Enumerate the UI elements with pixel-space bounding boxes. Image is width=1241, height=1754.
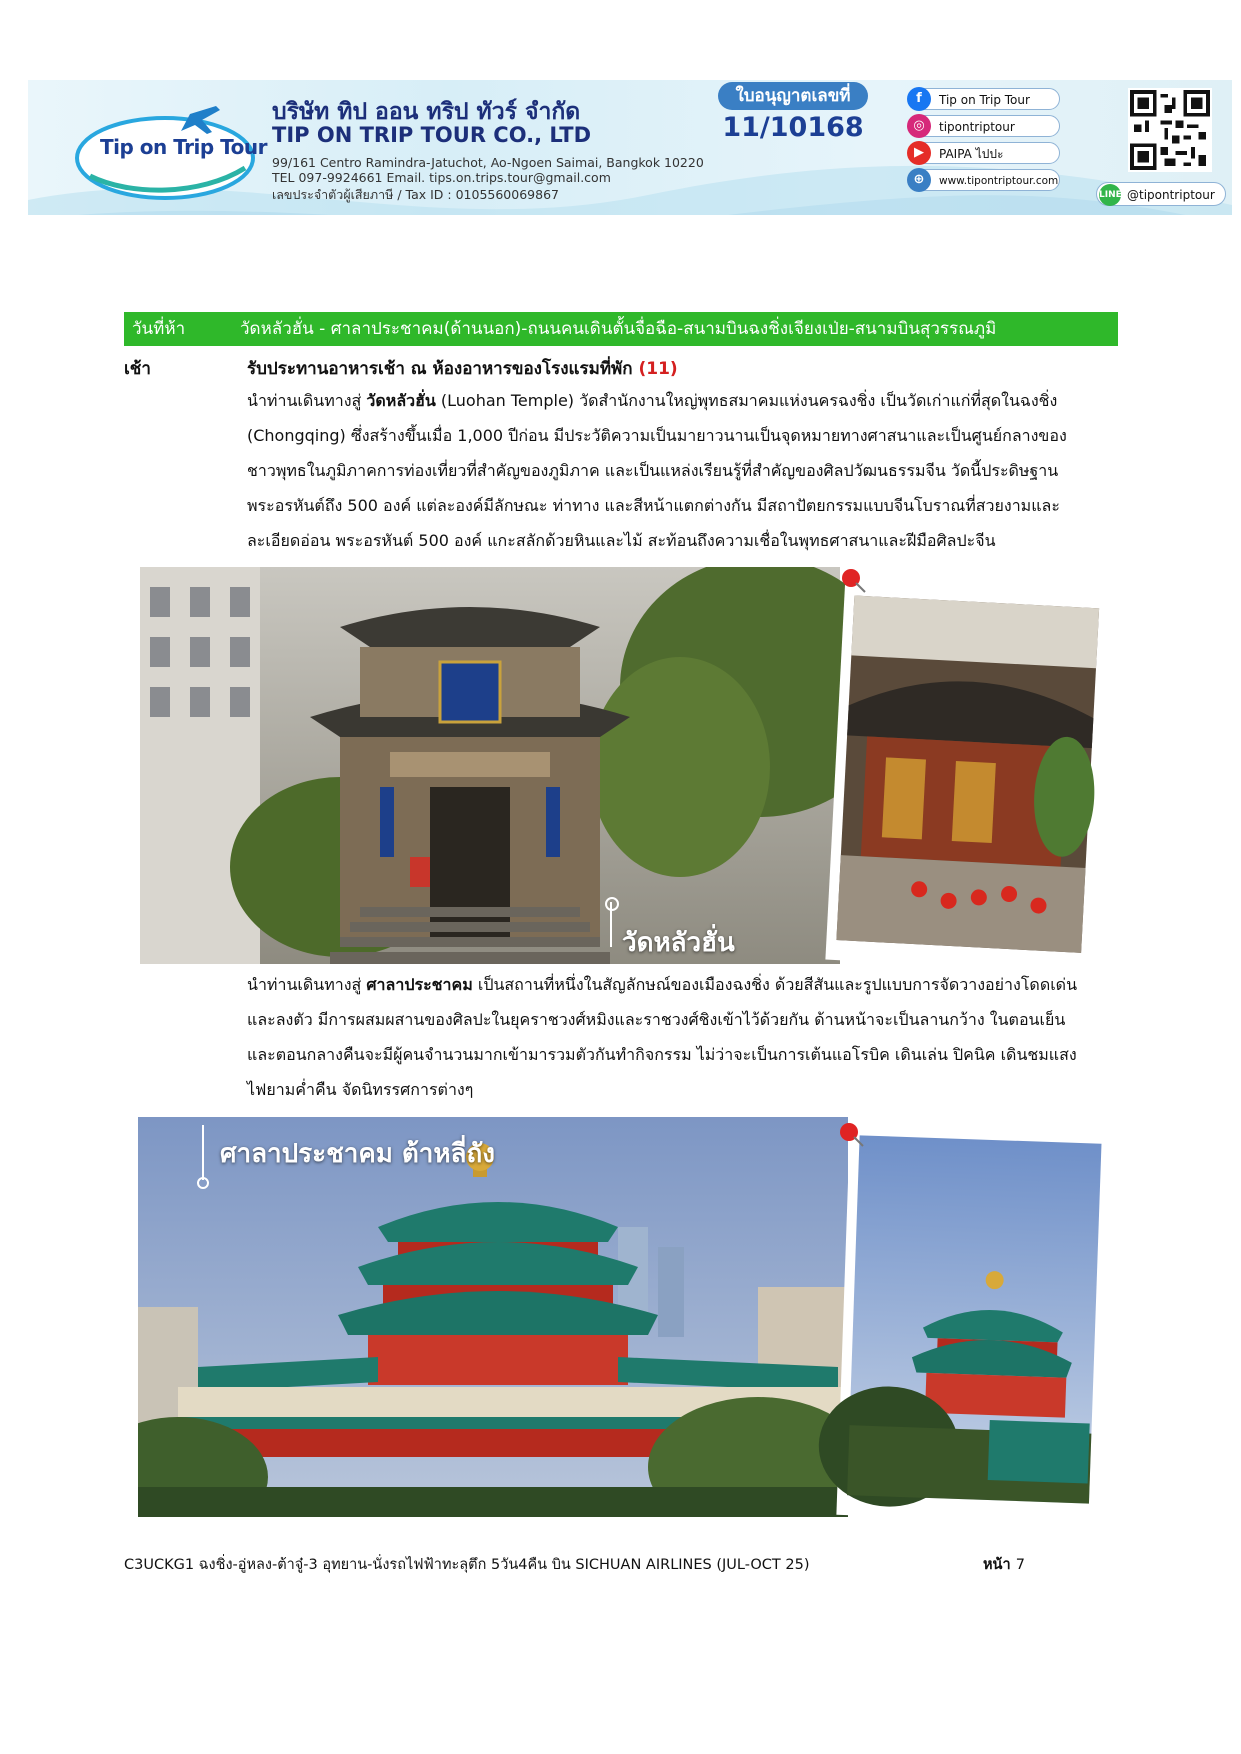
social-youtube-label: PAIPA ไปปะ bbox=[939, 147, 1004, 161]
day-header-bar bbox=[124, 312, 1118, 346]
caption-line bbox=[202, 1125, 204, 1180]
temple-illustration bbox=[140, 567, 1118, 964]
instagram-icon: ◎ bbox=[907, 114, 931, 138]
social-line-label: @tipontriptour bbox=[1127, 188, 1215, 202]
youtube-icon: ▶ bbox=[907, 141, 931, 165]
great-hall-illustration bbox=[138, 1117, 1118, 1517]
photo-caption: ศาลาประชาคม ต้าหลี่ถัง bbox=[220, 1139, 495, 1169]
great-hall-paragraph bbox=[247, 967, 1117, 1107]
paragraph-line bbox=[247, 383, 1117, 418]
paragraph-line bbox=[247, 967, 1117, 1002]
place-name: วัดหลัวฮั่น bbox=[366, 391, 436, 410]
social-website[interactable] bbox=[908, 169, 1060, 191]
social-instagram[interactable] bbox=[908, 115, 1060, 137]
paragraph-text: เป็นสถานที่หนึ่งในสัญลักษณ์ของเมืองฉงชิ่ง ด้วยสีสันและรูปแบบการจัดวางอย่างโดดเด่น bbox=[472, 975, 1077, 994]
page-number-value: 7 bbox=[1015, 1557, 1025, 1573]
photo-caption: วัดหลัวฮั่น bbox=[622, 928, 735, 958]
paragraph-line: ไฟยามค่ำคืน จัดนิทรรศการต่างๆ bbox=[247, 1080, 474, 1099]
company-name-english: TIP ON TRIP TOUR CO., LTD bbox=[272, 123, 592, 147]
social-line[interactable] bbox=[1096, 182, 1226, 206]
license-label: ใบอนุญาตเลขที่ bbox=[718, 82, 868, 110]
paragraph-line: ชาวพุทธในภูมิภาคการท่องเที่ยวที่สำคัญของภูมิภาค และเป็นแหล่งเรียนรู้ที่สำคัญของศิลปวัฒนธรรมจีน วัดนี้ประดิษฐาน bbox=[247, 461, 1059, 480]
paragraph-line: (Chongqing) ซึ่งสร้างขึ้นเมื่อ 1,000 ปีก่อน มีประวัติความเป็นมายาวนานเป็นจุดหมายทางศาสนาและเป็นศูนย์กลางของ bbox=[247, 426, 1067, 445]
company-tax-id: เลขประจำตัวผู้เสียภาษี / Tax ID : 0105560069867 bbox=[272, 187, 559, 202]
line-icon: LINE bbox=[1099, 184, 1121, 206]
luohan-temple-paragraph bbox=[247, 383, 1117, 558]
day-label: วันที่ห้า bbox=[132, 319, 186, 339]
page-label: หน้า bbox=[983, 1557, 1011, 1573]
social-website-label: www.tipontriptour.com bbox=[939, 175, 1059, 187]
great-hall-photo bbox=[138, 1117, 1118, 1517]
paragraph-line: พระอรหันต์ถึง 500 องค์ แต่ละองค์มีลักษณะ ท่าทาง และสีหน้าแตกต่างกัน มีสถาปัตยกรรมแบบจีนโบราณที่สวยงามและ bbox=[247, 496, 1060, 515]
meal-text bbox=[247, 355, 678, 382]
day-title: วัดหลัวฮั่น - ศาลาประชาคม(ด้านนอก)-ถนนคนเดินตั้นจื่อฉือ-สนามบินฉงชิ่งเจียงเป่ย-สนามบินสุวรรณภูมิ bbox=[240, 319, 997, 339]
logo-text: Tip on Trip Tour bbox=[100, 135, 267, 159]
push-pin-icon bbox=[840, 567, 866, 593]
caption-dot bbox=[197, 1177, 209, 1189]
company-name-thai: บริษัท ทิป ออน ทริป ทัวร์ จำกัด bbox=[272, 99, 581, 125]
social-facebook-label: Tip on Trip Tour bbox=[939, 93, 1030, 107]
place-name: ศาลาประชาคม bbox=[366, 975, 473, 994]
web-icon: ⊕ bbox=[907, 168, 931, 192]
paragraph-prefix: นำท่านเดินทางสู่ bbox=[247, 391, 367, 410]
license-number: 11/10168 bbox=[722, 112, 864, 143]
page-number bbox=[983, 1553, 1025, 1576]
company-address: 99/161 Centro Ramindra-Jatuchot, Ao-Ngoen Saimai, Bangkok 10220 bbox=[272, 155, 704, 170]
push-pin-icon bbox=[838, 1121, 864, 1147]
social-instagram-label: tipontriptour bbox=[939, 120, 1015, 134]
luohan-temple-photo bbox=[140, 567, 1118, 964]
meal-description: รับประทานอาหารเช้า ณ ห้องอาหารของโรงแรมที่พัก bbox=[247, 359, 633, 379]
company-contact: TEL 097-9924661 Email. tips.on.trips.tour@gmail.com bbox=[272, 170, 611, 185]
meal-code: (11) bbox=[638, 359, 678, 379]
social-youtube[interactable] bbox=[908, 142, 1060, 164]
paragraph-prefix: นำท่านเดินทางสู่ bbox=[247, 975, 367, 994]
facebook-icon: f bbox=[907, 87, 931, 111]
footer-tour-code: C3UCKG1 ฉงชิ่ง-อู่หลง-ต้าจู๋-3 อุทยาน-นั่งรถไฟฟ้าทะลุตึก 5วัน4คืน บิน SICHUAN AIRLINES (JUL-OCT 25) bbox=[124, 1557, 810, 1573]
paragraph-line: ละเอียดอ่อน พระอรหันต์ 500 องค์ แกะสลักด้วยหินและไม้ สะท้อนถึงความเชื่อในพุทธศาสนาและฝีมือศิลปะจีน bbox=[247, 531, 996, 550]
paragraph-text: (Luohan Temple) วัดสำนักงานใหญ่พุทธสมาคมแห่งนครฉงชิ่ง เป็นวัดเก่าแก่ที่สุดในฉงชิ่ง bbox=[435, 391, 1058, 410]
paragraph-line: และตอนกลางคืนจะมีผู้คนจำนวนมากเข้ามารวมตัวกันทำกิจกรรม ไม่ว่าจะเป็นการเต้นแอโรบิค เดินเล่น ปิคนิค เดินชมแสง bbox=[247, 1045, 1077, 1064]
header-banner bbox=[28, 80, 1232, 215]
caption-dot bbox=[605, 897, 619, 911]
social-facebook[interactable] bbox=[908, 88, 1060, 110]
meal-label: เช้า bbox=[124, 359, 151, 379]
qr-code[interactable] bbox=[1128, 88, 1212, 172]
paragraph-line: และลงตัว มีการผสมผสานของศิลปะในยุคราชวงศ์หมิงและราชวงศ์ชิงเข้าไว้ด้วยกัน ด้านหน้าจะเป็นลานกว้าง ในตอนเย็น bbox=[247, 1010, 1066, 1029]
